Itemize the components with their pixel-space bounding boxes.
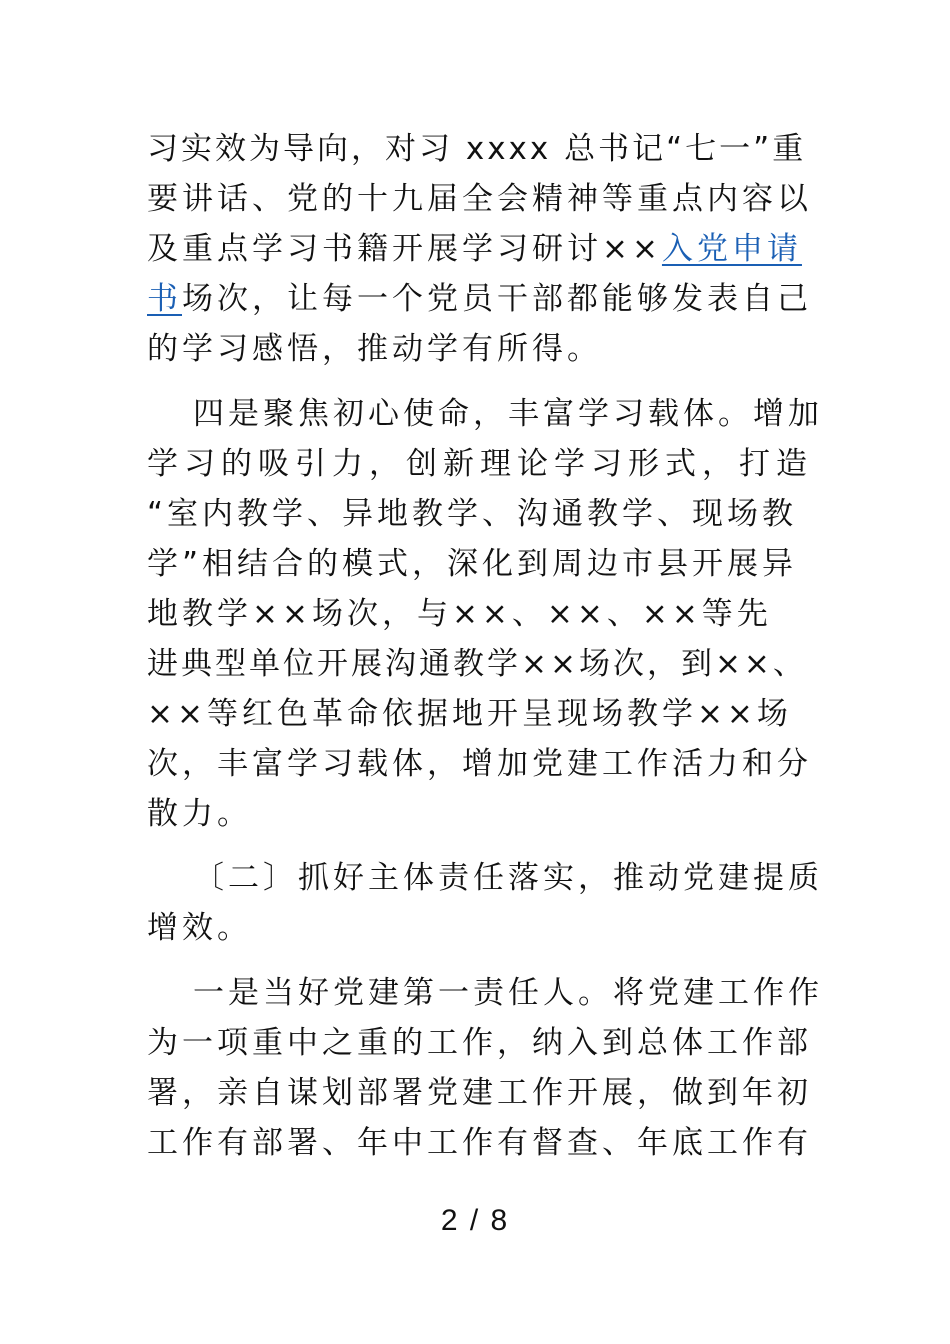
party-application-link[interactable]: 入党申请 (661, 231, 802, 267)
text-segment: 场次，让每一个党员干部都能够发表自己 (182, 281, 812, 317)
party-application-link-continued[interactable]: 书 (147, 281, 182, 317)
text-line: 散力。 (147, 796, 252, 832)
text-line: 的学习感悟，推动学有所得。 (147, 331, 602, 367)
text-line: 习实效为导向，对习 xxxx 总书记“七一”重 (147, 131, 807, 167)
paragraph-learning-carriers (147, 389, 837, 839)
text-line: 为一项重中之重的工作，纳入到总体工作部 (147, 1025, 812, 1061)
text-segment: 及重点学习书籍开展学习研讨×× (147, 231, 662, 267)
text-line: 署，亲自谋划部署党建工作开展，做到年初 (147, 1075, 812, 1111)
text-line: “室内教学、异地教学、沟通教学、现场教 (147, 496, 798, 532)
text-line: ××等红色革命依据地开呈现场教学××场 (147, 696, 792, 732)
text-line: 〔二〕抓好主体责任落实，推动党建提质 (193, 860, 823, 896)
text-line: 次，丰富学习载体，增加党建工作活力和分 (147, 746, 812, 782)
text-line: 学”相结合的模式，深化到周边市县开展异 (147, 546, 798, 582)
text-line (147, 224, 837, 274)
text-line: 四是聚焦初心使命，丰富学习载体。增加 (193, 396, 823, 432)
page-number: 2 / 8 (440, 1204, 510, 1237)
paragraph-study-outcomes (147, 124, 837, 374)
text-line: 地教学××场次，与××、××、××等先 (147, 596, 772, 632)
text-line: 进典型单位开展沟通教学××场次，到××、 (147, 646, 807, 682)
text-line (147, 274, 837, 324)
text-line: 一是当好党建第一责任人。将党建工作作 (193, 975, 823, 1011)
paragraph-first-responsible (147, 968, 837, 1168)
text-line: 要讲话、党的十九届全会精神等重点内容以 (147, 181, 812, 217)
text-line: 学习的吸引力，创新理论学习形式，打造 (147, 446, 813, 482)
text-line: 增效。 (147, 910, 252, 946)
text-line: 工作有部署、年中工作有督查、年底工作有 (147, 1125, 812, 1161)
section-heading-responsibility (147, 853, 837, 953)
